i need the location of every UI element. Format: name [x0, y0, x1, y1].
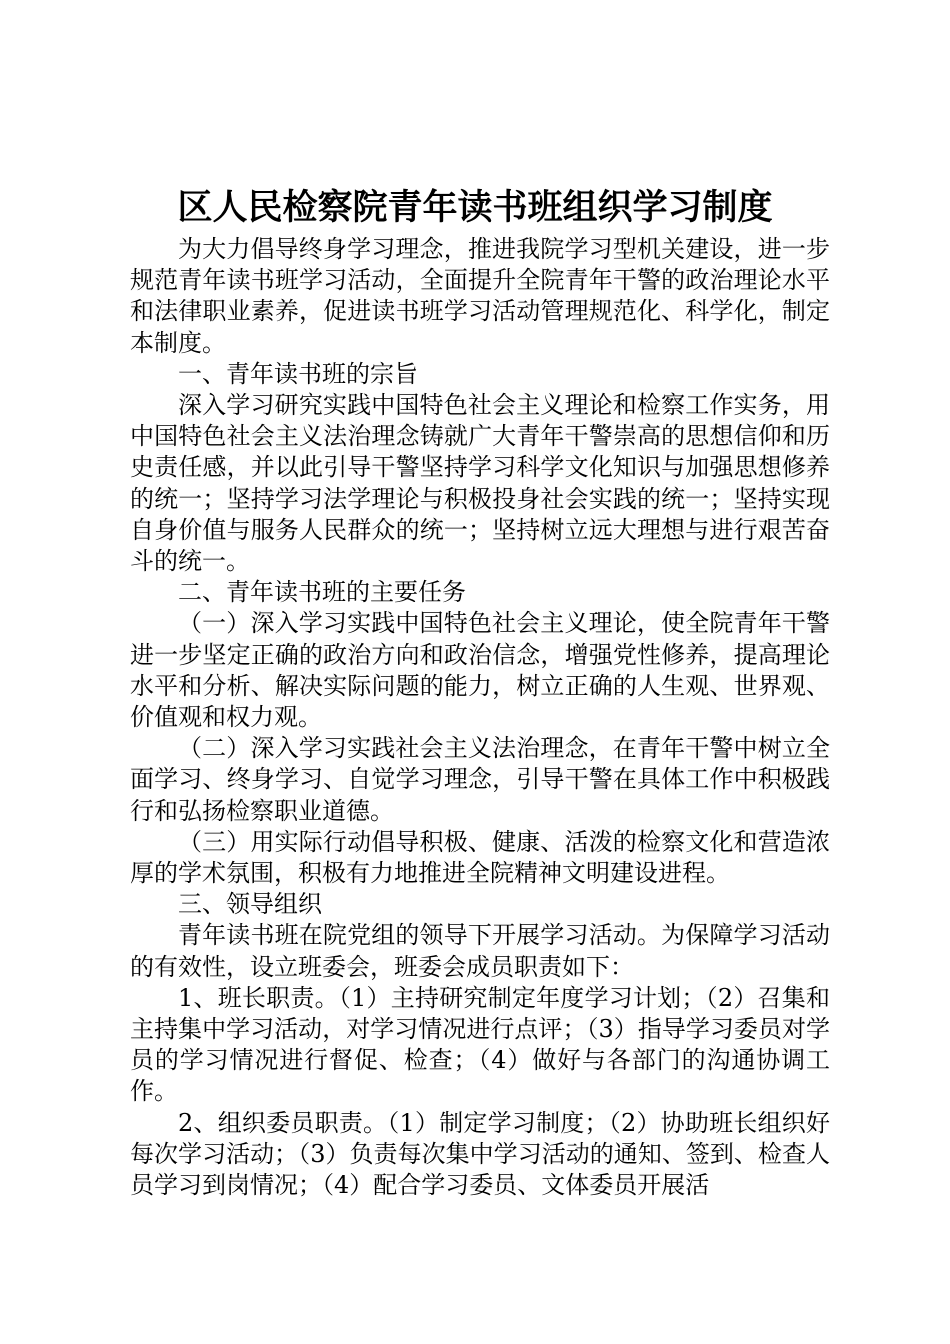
document-title: 区人民检察院青年读书班组织学习制度	[177, 187, 773, 228]
section-heading-tasks: 二、青年读书班的主要任务	[178, 578, 466, 607]
section-heading-leadership: 三、领导组织	[178, 890, 322, 919]
purpose-paragraph: 深入学习研究实践中国特色社会主义理论和检察工作实务，用中国特色社会主义法治理念铸就广大青年干警崇高的思想信仰和历史责任感，并以此引导干警坚持学习科学文化知识与加强思想修养的统一；坚持学习法学理论与积极投身社会实践的统一；坚持实现自身价值与服务人民群众的统一；坚持树立远大理想与进行艰苦奋斗的统一。	[130, 391, 830, 576]
organizer-duties-paragraph: 2、组织委员职责。（1）制定学习制度；（2）协助班长组织好每次学习活动；（3）负责每次集中学习活动的通知、签到、检查人员学习到岗情况；（4）配合学习委员、文体委员开展活	[130, 1108, 830, 1200]
document-body	[130, 234, 830, 1201]
section-heading-purpose: 一、青年读书班的宗旨	[178, 359, 418, 388]
task-paragraph-2: （二）深入学习实践社会主义法治理念，在青年干警中树立全面学习、终身学习、自觉学习理念，引导干警在具体工作中积极践行和弘扬检察职业道德。	[130, 734, 830, 825]
intro-paragraph: 为大力倡导终身学习理念，推进我院学习型机关建设，进一步规范青年读书班学习活动，全面提升全院青年干警的政治理论水平和法律职业素养，促进读书班学习活动管理规范化、科学化，制定本制度。	[130, 235, 830, 357]
leadership-paragraph: 青年读书班在院党组的领导下开展学习活动。为保障学习活动的有效性，设立班委会，班委会成员职责如下：	[130, 921, 830, 981]
task-paragraph-1: （一）深入学习实践中国特色社会主义理论，使全院青年干警进一步坚定正确的政治方向和政治信念，增强党性修养，提高理论水平和分析、解决实际问题的能力，树立正确的人生观、世界观、价值观和权力观。	[130, 609, 830, 732]
monitor-duties-paragraph: 1、班长职责。（1）主持研究制定年度学习计划；（2）召集和主持集中学习活动，对学习情况进行点评；（3）指导学习委员对学员的学习情况进行督促、检查；（4）做好与各部门的沟通协调工作。	[130, 983, 830, 1106]
task-paragraph-3: （三）用实际行动倡导积极、健康、活泼的检察文化和营造浓厚的学术氛围，积极有力地推进全院精神文明建设进程。	[130, 827, 830, 888]
